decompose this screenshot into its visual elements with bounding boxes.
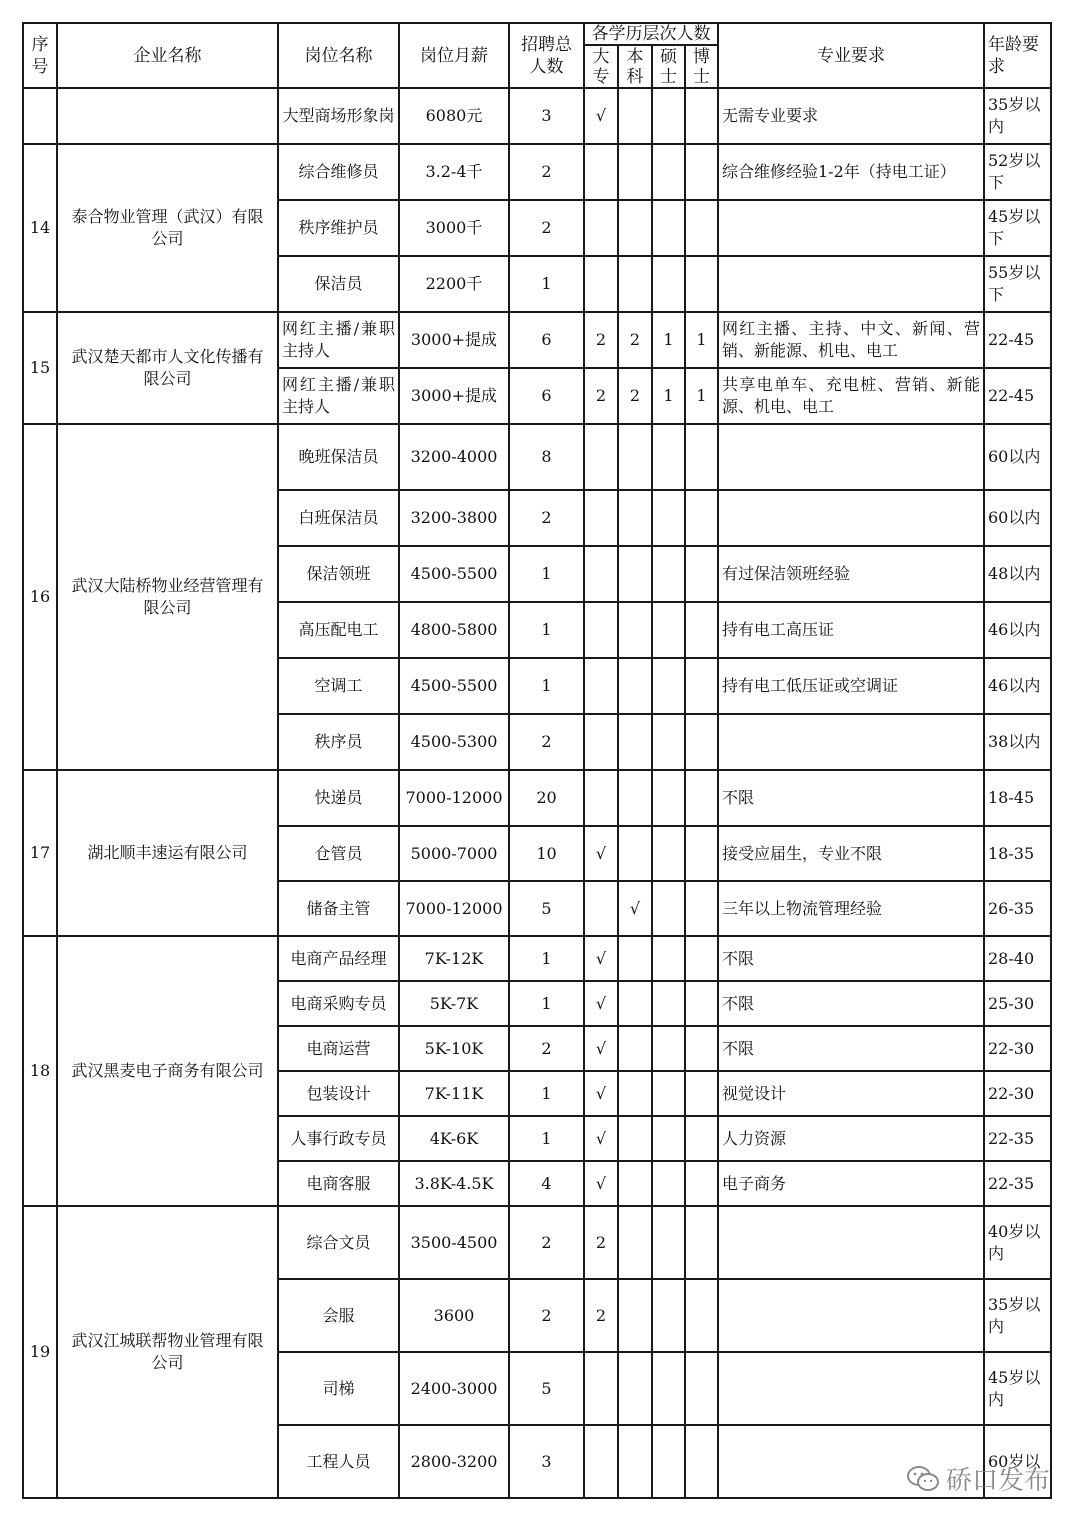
company-name: 湖北顺丰速运有限公司 xyxy=(57,770,278,936)
major-requirement xyxy=(718,1279,984,1352)
edu-shuoshi xyxy=(652,546,685,602)
salary: 2800-3200 xyxy=(399,1425,509,1498)
recruit-total: 20 xyxy=(509,770,584,826)
recruit-total: 5 xyxy=(509,881,584,936)
header-edu-boshi: 博士 xyxy=(685,45,718,88)
major-requirement: 三年以上物流管理经验 xyxy=(718,881,984,936)
edu-dazhuan: √ xyxy=(584,826,618,881)
edu-shuoshi xyxy=(652,1425,685,1498)
header-position: 岗位名称 xyxy=(278,23,399,88)
wechat-icon xyxy=(906,1465,940,1493)
header-total: 招聘总人数 xyxy=(509,23,584,88)
row-seq xyxy=(23,88,57,144)
header-edu-group: 各学历层次人数 xyxy=(584,23,718,45)
watermark xyxy=(906,1460,1050,1497)
recruit-total: 1 xyxy=(509,256,584,312)
age-requirement: 55岁以下 xyxy=(984,256,1051,312)
edu-shuoshi xyxy=(652,881,685,936)
age-requirement: 45岁以下 xyxy=(984,200,1051,256)
position-name: 电商运营 xyxy=(278,1026,399,1071)
major-requirement xyxy=(718,490,984,546)
watermark-text: 硚口发布 xyxy=(945,1466,1050,1496)
edu-boshi xyxy=(685,256,718,312)
edu-shuoshi xyxy=(652,490,685,546)
major-requirement xyxy=(718,1206,984,1279)
recruit-total: 3 xyxy=(509,88,584,144)
position-name: 工程人员 xyxy=(278,1425,399,1498)
salary: 3.2-4千 xyxy=(399,144,509,200)
position-name: 空调工 xyxy=(278,658,399,714)
salary: 3500-4500 xyxy=(399,1206,509,1279)
position-name: 晚班保洁员 xyxy=(278,424,399,490)
salary: 2200千 xyxy=(399,256,509,312)
salary: 7000-12000 xyxy=(399,770,509,826)
company-name: 武汉江城联帮物业管理有限公司 xyxy=(57,1206,278,1498)
company-name: 武汉黑麦电子商务有限公司 xyxy=(57,936,278,1206)
company-name xyxy=(57,88,278,144)
position-name: 司梯 xyxy=(278,1352,399,1425)
position-name: 网红主播/兼职主持人 xyxy=(278,312,399,368)
edu-dazhuan: √ xyxy=(584,1071,618,1116)
edu-benke xyxy=(618,936,652,981)
salary: 6080元 xyxy=(399,88,509,144)
major-requirement xyxy=(718,200,984,256)
age-requirement: 18-35 xyxy=(984,826,1051,881)
salary: 3200-4000 xyxy=(399,424,509,490)
edu-benke xyxy=(618,981,652,1026)
edu-boshi xyxy=(685,88,718,144)
edu-boshi xyxy=(685,1352,718,1425)
major-requirement: 持有电工高压证 xyxy=(718,602,984,658)
company-name: 武汉楚天都市人文化传播有限公司 xyxy=(57,312,278,424)
position-name: 保洁领班 xyxy=(278,546,399,602)
edu-benke xyxy=(618,1116,652,1161)
edu-shuoshi xyxy=(652,424,685,490)
major-requirement xyxy=(718,424,984,490)
recruit-total: 1 xyxy=(509,546,584,602)
major-requirement xyxy=(718,1352,984,1425)
edu-boshi xyxy=(685,200,718,256)
edu-shuoshi xyxy=(652,1161,685,1206)
edu-boshi xyxy=(685,602,718,658)
edu-dazhuan xyxy=(584,1425,618,1498)
edu-shuoshi xyxy=(652,826,685,881)
row-seq: 17 xyxy=(23,770,57,936)
edu-benke xyxy=(618,424,652,490)
major-requirement: 接受应届生，专业不限 xyxy=(718,826,984,881)
edu-boshi xyxy=(685,714,718,770)
age-requirement: 52岁以下 xyxy=(984,144,1051,200)
table-row xyxy=(23,936,1051,981)
edu-shuoshi xyxy=(652,770,685,826)
major-requirement: 网红主播、主持、中文、新闻、营销、新能源、机电、电工 xyxy=(718,312,984,368)
edu-dazhuan: 2 xyxy=(584,312,618,368)
edu-benke: 2 xyxy=(618,312,652,368)
age-requirement: 38以内 xyxy=(984,714,1051,770)
recruit-total: 1 xyxy=(509,602,584,658)
edu-benke xyxy=(618,1425,652,1498)
edu-benke xyxy=(618,602,652,658)
age-requirement: 46以内 xyxy=(984,658,1051,714)
edu-dazhuan xyxy=(584,144,618,200)
edu-dazhuan xyxy=(584,770,618,826)
edu-dazhuan: 2 xyxy=(584,1206,618,1279)
edu-boshi xyxy=(685,881,718,936)
edu-benke xyxy=(618,1026,652,1071)
edu-dazhuan: √ xyxy=(584,1026,618,1071)
age-requirement: 22-45 xyxy=(984,368,1051,424)
row-seq: 15 xyxy=(23,312,57,424)
recruit-total: 4 xyxy=(509,1161,584,1206)
salary: 4500-5500 xyxy=(399,658,509,714)
edu-boshi: 1 xyxy=(685,312,718,368)
header-salary: 岗位月薪 xyxy=(399,23,509,88)
recruit-total: 2 xyxy=(509,490,584,546)
recruit-total: 2 xyxy=(509,144,584,200)
salary: 5K-7K xyxy=(399,981,509,1026)
edu-shuoshi xyxy=(652,1206,685,1279)
company-name: 武汉大陆桥物业经营管理有限公司 xyxy=(57,424,278,770)
major-requirement: 不限 xyxy=(718,981,984,1026)
age-requirement: 28-40 xyxy=(984,936,1051,981)
salary: 4500-5500 xyxy=(399,546,509,602)
salary: 7K-11K xyxy=(399,1071,509,1116)
edu-benke: √ xyxy=(618,881,652,936)
edu-dazhuan xyxy=(584,424,618,490)
major-requirement: 视觉设计 xyxy=(718,1071,984,1116)
table-row xyxy=(23,424,1051,490)
edu-boshi xyxy=(685,826,718,881)
edu-dazhuan: √ xyxy=(584,936,618,981)
edu-benke xyxy=(618,546,652,602)
recruit-total: 6 xyxy=(509,312,584,368)
header-major: 专业要求 xyxy=(718,23,984,88)
table-row xyxy=(23,144,1051,200)
salary: 3200-3800 xyxy=(399,490,509,546)
age-requirement: 40岁以内 xyxy=(984,1206,1051,1279)
header-age: 年龄要求 xyxy=(984,23,1051,88)
recruit-total: 2 xyxy=(509,1206,584,1279)
edu-boshi xyxy=(685,1026,718,1071)
header-edu-benke: 本科 xyxy=(618,45,652,88)
position-name: 保洁员 xyxy=(278,256,399,312)
edu-boshi xyxy=(685,490,718,546)
edu-shuoshi: 1 xyxy=(652,312,685,368)
recruit-total: 1 xyxy=(509,936,584,981)
salary: 3600 xyxy=(399,1279,509,1352)
recruit-total: 10 xyxy=(509,826,584,881)
recruit-total: 2 xyxy=(509,714,584,770)
row-seq: 16 xyxy=(23,424,57,770)
salary: 5000-7000 xyxy=(399,826,509,881)
edu-boshi xyxy=(685,546,718,602)
age-requirement: 22-35 xyxy=(984,1161,1051,1206)
edu-boshi xyxy=(685,1279,718,1352)
edu-boshi: 1 xyxy=(685,368,718,424)
edu-shuoshi xyxy=(652,936,685,981)
edu-dazhuan xyxy=(584,490,618,546)
edu-boshi xyxy=(685,144,718,200)
edu-dazhuan xyxy=(584,1352,618,1425)
edu-dazhuan: √ xyxy=(584,88,618,144)
age-requirement: 22-30 xyxy=(984,1071,1051,1116)
position-name: 储备主管 xyxy=(278,881,399,936)
salary: 4K-6K xyxy=(399,1116,509,1161)
edu-boshi xyxy=(685,1161,718,1206)
row-seq: 14 xyxy=(23,144,57,312)
edu-shuoshi xyxy=(652,1116,685,1161)
recruit-total: 2 xyxy=(509,1279,584,1352)
edu-shuoshi xyxy=(652,981,685,1026)
age-requirement: 18-45 xyxy=(984,770,1051,826)
salary: 4800-5800 xyxy=(399,602,509,658)
table-row xyxy=(23,88,1051,144)
edu-dazhuan xyxy=(584,602,618,658)
major-requirement: 不限 xyxy=(718,936,984,981)
edu-benke xyxy=(618,88,652,144)
recruit-total: 3 xyxy=(509,1425,584,1498)
edu-benke xyxy=(618,144,652,200)
age-requirement: 48以内 xyxy=(984,546,1051,602)
company-name: 泰合物业管理（武汉）有限公司 xyxy=(57,144,278,312)
edu-benke xyxy=(618,1071,652,1116)
position-name: 会服 xyxy=(278,1279,399,1352)
position-name: 秩序维护员 xyxy=(278,200,399,256)
edu-benke xyxy=(618,256,652,312)
row-seq: 19 xyxy=(23,1206,57,1498)
edu-shuoshi xyxy=(652,1071,685,1116)
salary: 2400-3000 xyxy=(399,1352,509,1425)
recruit-total: 1 xyxy=(509,981,584,1026)
recruit-total: 8 xyxy=(509,424,584,490)
salary: 7000-12000 xyxy=(399,881,509,936)
edu-benke xyxy=(618,200,652,256)
edu-benke xyxy=(618,1206,652,1279)
edu-shuoshi xyxy=(652,602,685,658)
header-seq: 序号 xyxy=(23,23,57,88)
position-name: 快递员 xyxy=(278,770,399,826)
recruit-total: 2 xyxy=(509,1026,584,1071)
header-edu-shuoshi: 硕士 xyxy=(652,45,685,88)
age-requirement: 35岁以内 xyxy=(984,88,1051,144)
age-requirement: 22-30 xyxy=(984,1026,1051,1071)
edu-benke xyxy=(618,490,652,546)
edu-dazhuan xyxy=(584,714,618,770)
position-name: 包装设计 xyxy=(278,1071,399,1116)
position-name: 综合文员 xyxy=(278,1206,399,1279)
age-requirement: 22-45 xyxy=(984,312,1051,368)
edu-boshi xyxy=(685,1116,718,1161)
edu-dazhuan xyxy=(584,881,618,936)
position-name: 人事行政专员 xyxy=(278,1116,399,1161)
age-requirement: 26-35 xyxy=(984,881,1051,936)
major-requirement: 无需专业要求 xyxy=(718,88,984,144)
edu-shuoshi xyxy=(652,144,685,200)
salary: 5K-10K xyxy=(399,1026,509,1071)
major-requirement: 共享电单车、充电桩、营销、新能源、机电、电工 xyxy=(718,368,984,424)
age-requirement: 60以内 xyxy=(984,490,1051,546)
edu-boshi xyxy=(685,770,718,826)
edu-benke xyxy=(618,770,652,826)
salary: 3000千 xyxy=(399,200,509,256)
table-row xyxy=(23,1206,1051,1279)
position-name: 电商产品经理 xyxy=(278,936,399,981)
edu-benke xyxy=(618,1161,652,1206)
edu-shuoshi xyxy=(652,658,685,714)
table-row xyxy=(23,312,1051,368)
edu-benke: 2 xyxy=(618,368,652,424)
recruit-total: 1 xyxy=(509,1116,584,1161)
salary: 7K-12K xyxy=(399,936,509,981)
salary: 4500-5300 xyxy=(399,714,509,770)
row-seq: 18 xyxy=(23,936,57,1206)
major-requirement: 持有电工低压证或空调证 xyxy=(718,658,984,714)
edu-dazhuan xyxy=(584,200,618,256)
edu-boshi xyxy=(685,424,718,490)
edu-shuoshi xyxy=(652,714,685,770)
position-name: 电商客服 xyxy=(278,1161,399,1206)
edu-benke xyxy=(618,1279,652,1352)
salary: 3000+提成 xyxy=(399,312,509,368)
edu-dazhuan xyxy=(584,256,618,312)
recruit-total: 6 xyxy=(509,368,584,424)
position-name: 高压配电工 xyxy=(278,602,399,658)
recruit-total: 1 xyxy=(509,1071,584,1116)
age-requirement: 35岁以内 xyxy=(984,1279,1051,1352)
major-requirement: 电子商务 xyxy=(718,1161,984,1206)
edu-shuoshi xyxy=(652,200,685,256)
edu-boshi xyxy=(685,658,718,714)
edu-boshi xyxy=(685,1206,718,1279)
recruit-total: 2 xyxy=(509,200,584,256)
age-requirement: 45岁以内 xyxy=(984,1352,1051,1425)
header-company: 企业名称 xyxy=(57,23,278,88)
edu-boshi xyxy=(685,1425,718,1498)
major-requirement: 不限 xyxy=(718,770,984,826)
salary: 3000+提成 xyxy=(399,368,509,424)
age-requirement: 46以内 xyxy=(984,602,1051,658)
position-name: 白班保洁员 xyxy=(278,490,399,546)
edu-benke xyxy=(618,714,652,770)
edu-dazhuan: 2 xyxy=(584,368,618,424)
edu-dazhuan: √ xyxy=(584,1116,618,1161)
position-name: 综合维修员 xyxy=(278,144,399,200)
major-requirement xyxy=(718,714,984,770)
age-requirement: 25-30 xyxy=(984,981,1051,1026)
table-row xyxy=(23,770,1051,826)
recruit-total: 1 xyxy=(509,658,584,714)
edu-shuoshi xyxy=(652,256,685,312)
major-requirement: 有过保洁领班经验 xyxy=(718,546,984,602)
edu-shuoshi xyxy=(652,1026,685,1071)
edu-benke xyxy=(618,826,652,881)
edu-dazhuan xyxy=(584,546,618,602)
edu-boshi xyxy=(685,936,718,981)
edu-boshi xyxy=(685,981,718,1026)
major-requirement: 不限 xyxy=(718,1026,984,1071)
recruitment-table xyxy=(22,22,1052,1499)
edu-dazhuan xyxy=(584,658,618,714)
edu-benke xyxy=(618,1352,652,1425)
position-name: 网红主播/兼职主持人 xyxy=(278,368,399,424)
major-requirement: 人力资源 xyxy=(718,1116,984,1161)
position-name: 仓管员 xyxy=(278,826,399,881)
edu-shuoshi xyxy=(652,1279,685,1352)
edu-shuoshi xyxy=(652,1352,685,1425)
age-requirement: 60岁以 xyxy=(984,1425,1051,1498)
edu-dazhuan: √ xyxy=(584,1161,618,1206)
edu-dazhuan: 2 xyxy=(584,1279,618,1352)
header-edu-dazhuan: 大专 xyxy=(584,45,618,88)
recruit-total: 5 xyxy=(509,1352,584,1425)
major-requirement xyxy=(718,256,984,312)
major-requirement: 综合维修经验1-2年（持电工证） xyxy=(718,144,984,200)
edu-boshi xyxy=(685,1071,718,1116)
salary: 3.8K-4.5K xyxy=(399,1161,509,1206)
age-requirement: 60以内 xyxy=(984,424,1051,490)
position-name: 大型商场形象岗 xyxy=(278,88,399,144)
age-requirement: 22-35 xyxy=(984,1116,1051,1161)
position-name: 电商采购专员 xyxy=(278,981,399,1026)
edu-dazhuan: √ xyxy=(584,981,618,1026)
position-name: 秩序员 xyxy=(278,714,399,770)
edu-shuoshi xyxy=(652,88,685,144)
edu-benke xyxy=(618,658,652,714)
edu-shuoshi: 1 xyxy=(652,368,685,424)
